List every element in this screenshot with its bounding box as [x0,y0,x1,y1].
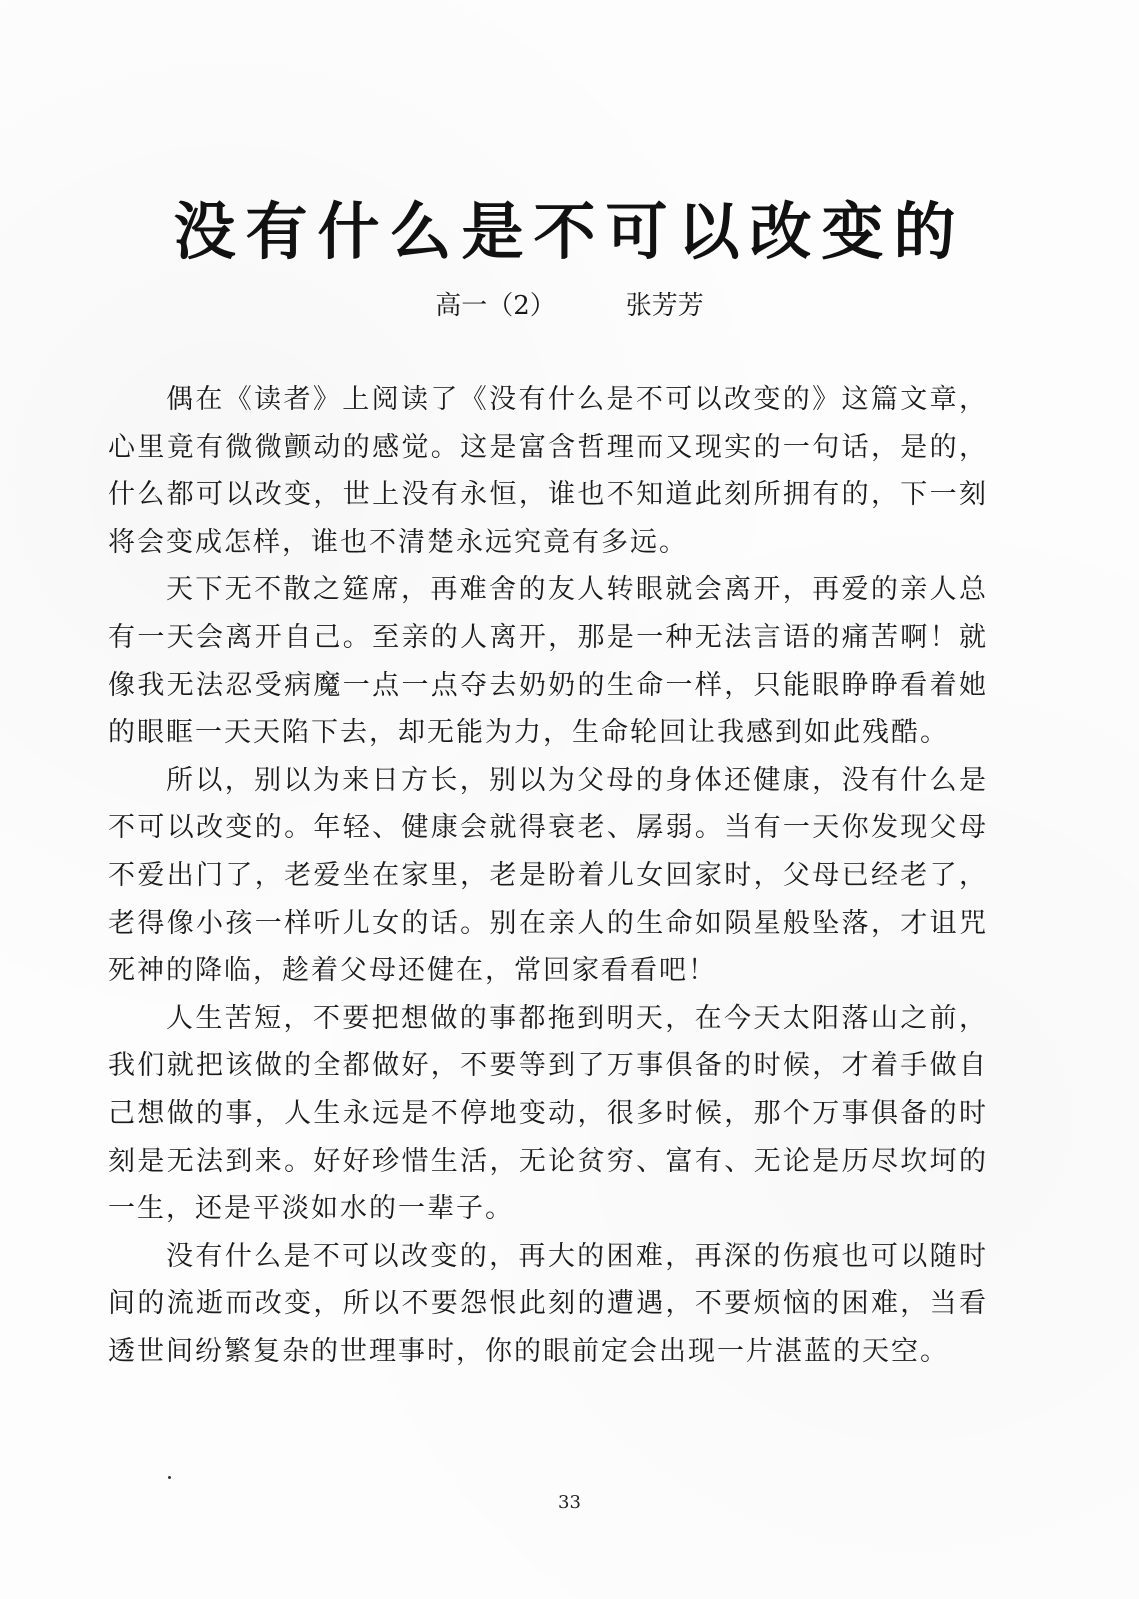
paragraph: 偶在《读者》上阅读了《没有什么是不可以改变的》这篇文章，心里竟有微微颤动的感觉。这是富含哲理而又现实的一句话，是的，什么都可以改变，世上没有永恒，谁也不知道此刻所拥有的，下一刻将会变成怎样，谁也不清楚永远究竟有多远。 [108,384,988,558]
paragraph: 天下无不散之筵席，再难舍的友人转眼就会离开，再爱的亲人总有一天会离开自己。至亲的人离开，那是一种无法言语的痛苦啊！就像我无法忍受病魔一点一点夺去奶奶的生命一样，只能眼睁睁看着她的眼眶一天天陷下去，却无能为力，生命轮回让我感到如此残酷。 [108,574,988,749]
scan-speck [168,1476,171,1479]
article-title: 没有什么是不可以改变的 [173,195,966,268]
paragraph: 所以，别以为来日方长，别以为父母的身体还健康，没有什么是不可以改变的。年轻、健康会就得衰老、孱弱。当有一天你发现父母不爱出门了，老爱坐在家里，老是盼着儿女回家时，父母已经老了，老得像小孩一样听儿女的话。别在亲人的生命如陨星般坠落，才诅咒死神的降临，趁着父母还健在，常回家看看吧！ [108,764,988,987]
article-body [108,376,988,1375]
paragraph: 没有什么是不可以改变的，再大的困难，再深的伤痕也可以随时间的流逝而改变，所以不要怨恨此刻的遭遇，不要烦恼的困难，当看透世间纷繁复杂的世理事时，你的眼前定会出现一片湛蓝的天空。 [108,1240,988,1367]
class-label: 高一（2） [435,291,556,321]
byline [0,288,1139,324]
paragraph: 人生苦短，不要把想做的事都拖到明天，在今天太阳落山之前，我们就把该做的全都做好，不要等到了万事俱备的时候，才着手做自己想做的事，人生永远是不停地变动，很多时候，那个万事俱备的时刻是无法到来。好好珍惜生活，无论贫穷、富有、无论是历尽坎坷的一生，还是平淡如水的一辈子。 [108,1002,988,1225]
page-number: 33 [558,1492,581,1513]
author-name: 张芳芳 [625,291,704,321]
